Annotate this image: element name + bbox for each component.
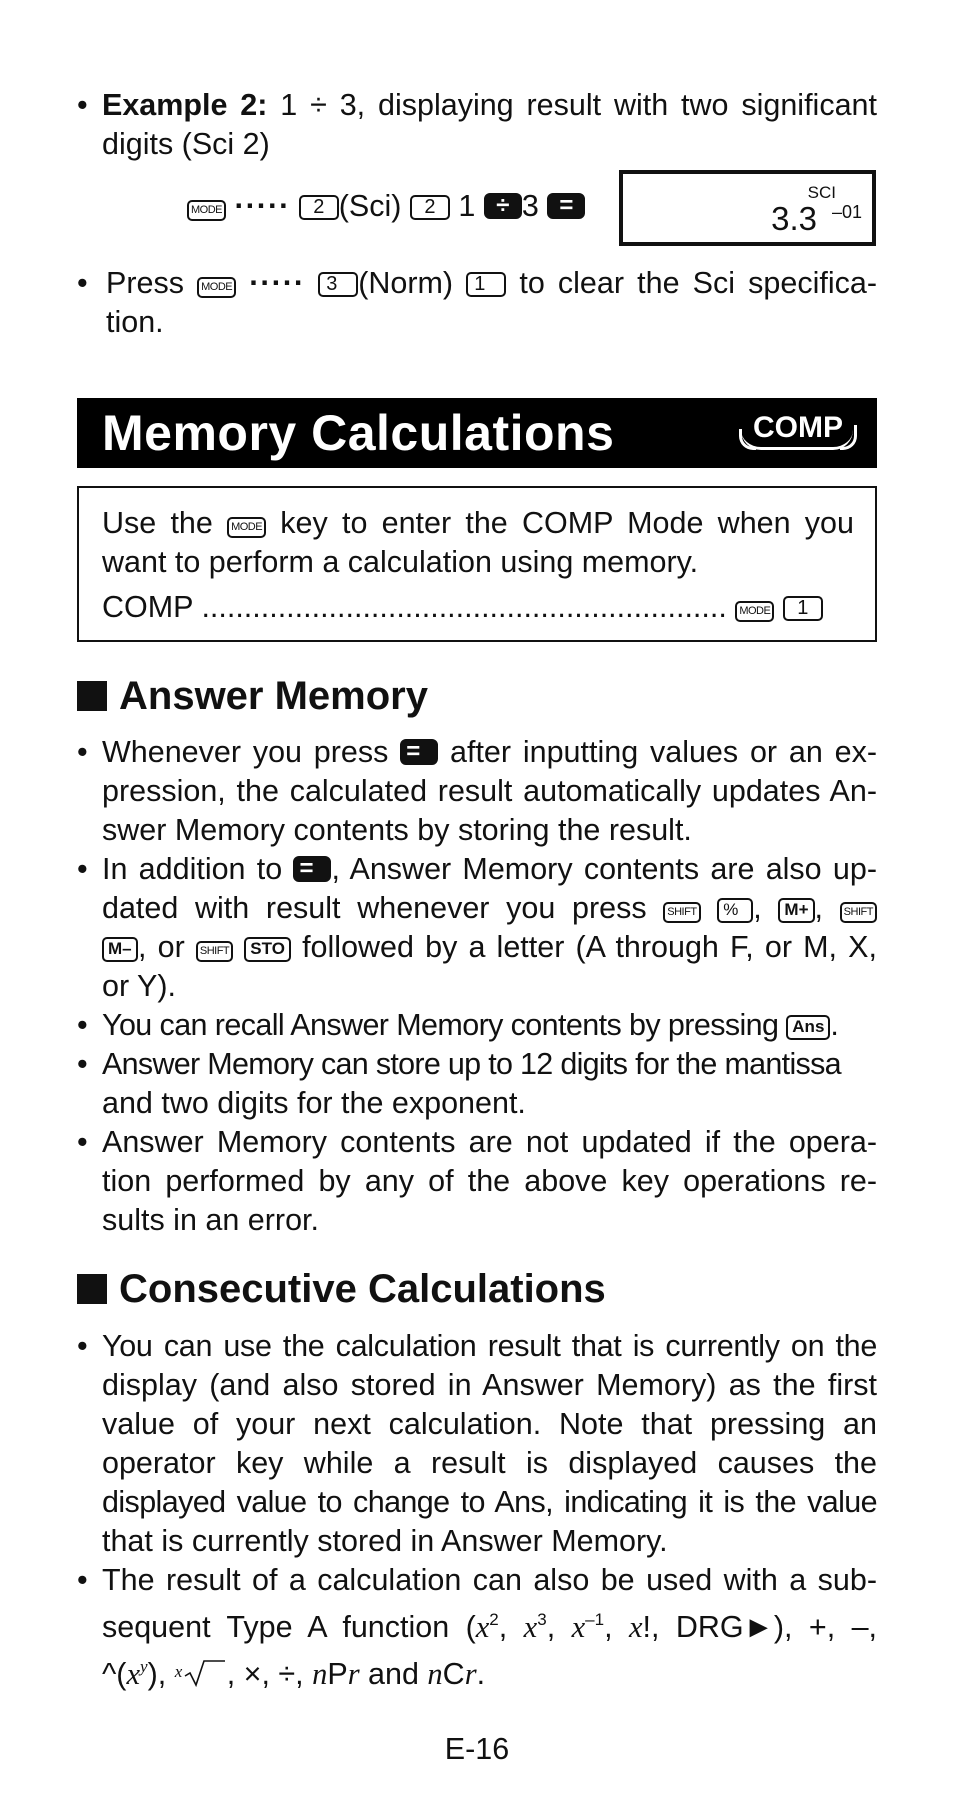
ans-key[interactable]: Ans — [786, 1015, 830, 1040]
comp-mode-info-box — [77, 486, 877, 642]
root-index-x: x — [174, 1662, 183, 1681]
superscript-minus-1: –1 — [585, 1610, 605, 1629]
bullet-dot: • — [77, 1563, 88, 1597]
math-x: x — [475, 1610, 490, 1644]
mode-key[interactable]: MODE — [187, 200, 226, 221]
caret-paren: ^( — [102, 1657, 127, 1691]
bullet-dot: • — [77, 88, 88, 122]
divide-key[interactable]: ÷ — [484, 193, 522, 219]
bullet-dot: • — [77, 1047, 88, 1081]
norm-label: (Norm) — [358, 266, 454, 300]
display-exponent: –01 — [831, 202, 862, 222]
consecutive-heading-text: Consecutive Calculations — [119, 1267, 606, 1311]
cc-b1-l3: value of your next calculation. Note that pressing an — [102, 1407, 877, 1441]
percent-key[interactable]: % — [717, 898, 753, 923]
ncr-c: C — [442, 1657, 465, 1691]
am-b1-a: Whenever you press — [102, 735, 389, 769]
section-title: Memory Calculations — [102, 405, 615, 461]
sci-label: (Sci) — [338, 189, 402, 223]
superscript-3: 3 — [537, 1610, 547, 1629]
comp-dots: .............................................................. — [201, 590, 727, 624]
am-b1-l3: swer Memory contents by storing the result. — [102, 813, 692, 847]
am-b2-or: , or — [138, 930, 185, 964]
am-b1-l2: pression, the calculated result automatically updates An- — [102, 774, 877, 808]
math-x: x — [571, 1610, 586, 1644]
am-b2-b: , Answer Memory contents are also up- — [331, 852, 877, 886]
cc-b1-l6: that is currently stored in Answer Memory. — [102, 1524, 668, 1558]
math-n: n — [427, 1657, 443, 1691]
math-x: x — [126, 1657, 141, 1691]
am-b5-l1: Answer Memory contents are not updated if the opera- — [102, 1125, 877, 1159]
am-b4-l1: Answer Memory can store up to 12 digits for the mantissa — [102, 1047, 841, 1081]
am-b2-l2: dated with result whenever you press — [102, 891, 647, 925]
section-heading-bar — [77, 398, 877, 468]
press-text: Press — [106, 266, 184, 300]
consecutive-heading — [77, 1266, 606, 1312]
am-b1-b: after inputting values or an ex- — [450, 735, 877, 769]
sci-indicator: SCI — [807, 183, 836, 202]
dots: ····· — [249, 266, 306, 300]
cc-b2-l2-a: sequent Type A function ( — [102, 1610, 476, 1644]
npr-p: P — [327, 1657, 348, 1691]
am-b4-l2: and two digits for the exponent. — [102, 1086, 526, 1120]
superscript-y: y — [140, 1657, 148, 1676]
bullet-dot: • — [77, 852, 88, 886]
mode-key[interactable]: MODE — [197, 277, 236, 298]
comp-label: COMP — [102, 590, 193, 624]
comp-mode-badge: COMP — [741, 411, 853, 450]
am-b5-l3: sults in an error. — [102, 1203, 319, 1237]
close-paren-comma: ), — [147, 1657, 167, 1691]
cc-b2-l1: The result of a calculation can also be used with a sub- — [102, 1563, 877, 1597]
calculator-display — [619, 170, 876, 246]
cc-b2-l3-ops: , ×, ÷, — [226, 1657, 304, 1691]
page-number: E-16 — [444, 1732, 510, 1766]
answer-memory-bullet-5 — [77, 1123, 877, 1240]
square-bullet-icon — [77, 681, 107, 711]
sto-key[interactable]: STO — [244, 937, 291, 962]
info-text-1a: Use the — [102, 506, 213, 540]
bullet-dot: • — [77, 1329, 88, 1363]
am-b2-a: In addition to — [102, 852, 283, 886]
answer-memory-heading-text: Answer Memory — [119, 674, 428, 718]
cc-b2-l2-rest: !, DRG►), +, –, — [642, 1610, 878, 1644]
norm-text-line2: tion. — [106, 305, 164, 339]
answer-memory-bullet-2 — [77, 850, 877, 1006]
example2-bullet — [77, 86, 877, 164]
equals-key[interactable]: = — [400, 739, 438, 765]
superscript-2: 2 — [489, 1610, 499, 1629]
shift-key[interactable]: SHIFT — [196, 941, 233, 962]
xth-root-icon — [175, 1658, 227, 1688]
cc-b1-l4: operator key while a result is displayed causes the — [102, 1446, 877, 1480]
am-b2-l3-end: followed by a letter (A through F, or M, X, — [302, 930, 877, 964]
consecutive-bullet-1 — [77, 1327, 877, 1561]
mode-key[interactable]: MODE — [227, 517, 266, 538]
dots: ····· — [234, 189, 291, 223]
radical-sign-icon — [175, 1658, 227, 1688]
info-text-1b: key to enter the COMP Mode when you — [280, 506, 854, 540]
period: . — [830, 1008, 839, 1042]
cc-b1-l5: displayed value to change to Ans, indicating it is the value — [102, 1485, 877, 1519]
am-b2-l4: or Y). — [102, 969, 177, 1003]
key-2[interactable]: 2 — [410, 195, 450, 220]
bullet-dot: • — [77, 266, 88, 300]
cc-b1-l2: display (and also stored in Answer Memory) as the first — [102, 1368, 877, 1402]
info-text-2: want to perform a calculation using memory. — [102, 545, 699, 579]
bullet-dot: • — [77, 1008, 88, 1042]
answer-memory-bullet-4 — [77, 1045, 877, 1123]
am-b5-l2: tion performed by any of the above key operations re- — [102, 1164, 877, 1198]
display-mantissa: 3.3 — [771, 200, 817, 237]
norm-text-line1: to clear the Sci specifica- — [519, 266, 877, 300]
example2-label: Example 2: — [102, 88, 268, 122]
am-b3: You can recall Answer Memory contents by pressing — [102, 1008, 779, 1042]
bullet-dot: • — [77, 735, 88, 769]
consecutive-bullet-2: • The result of a calculation can also be used with a sub- sequent Type A function ($x^2$, $x^3$, $x^{-1}$, x!, DRG►), +, –, $\^{}(x^y)$, x , ×, ÷, nPr and nCr. — [77, 1563, 878, 1691]
m-minus-key[interactable]: M– — [102, 937, 138, 962]
math-r: r — [347, 1657, 360, 1691]
comma: , — [753, 891, 762, 925]
math-x: x — [523, 1610, 538, 1644]
math-n: n — [312, 1657, 328, 1691]
mode-key[interactable]: MODE — [735, 601, 774, 622]
math-r: r — [464, 1657, 477, 1691]
equals-key[interactable]: = — [293, 856, 331, 882]
answer-memory-bullet-3 — [77, 1006, 877, 1045]
math-x: x — [628, 1610, 643, 1644]
m-plus-key[interactable]: M+ — [778, 898, 814, 923]
comma: , — [814, 891, 823, 925]
square-bullet-icon — [77, 1274, 107, 1304]
norm-bullet — [77, 264, 877, 342]
cc-b1-l1: You can use the calculation result that is currently on the — [102, 1329, 877, 1363]
key-2[interactable]: 2 — [299, 195, 339, 220]
answer-memory-heading — [77, 673, 428, 719]
answer-memory-bullet-1 — [77, 733, 877, 850]
key-1[interactable]: 1 — [466, 272, 506, 297]
shift-key[interactable]: SHIFT — [663, 902, 700, 923]
digit-3: 3 — [521, 189, 539, 223]
key-3[interactable]: 3 — [318, 272, 358, 297]
digit-1: 1 — [458, 189, 476, 223]
example2-key-sequence — [187, 187, 585, 226]
shift-key[interactable]: SHIFT — [840, 902, 877, 923]
and-text: and — [368, 1657, 419, 1691]
equals-key[interactable]: = — [547, 193, 585, 219]
example2-text: 1 ÷ 3, displaying result with two significant digits (Sci 2) — [102, 88, 877, 161]
key-1[interactable]: 1 — [783, 596, 823, 621]
bullet-dot: • — [77, 1125, 88, 1159]
